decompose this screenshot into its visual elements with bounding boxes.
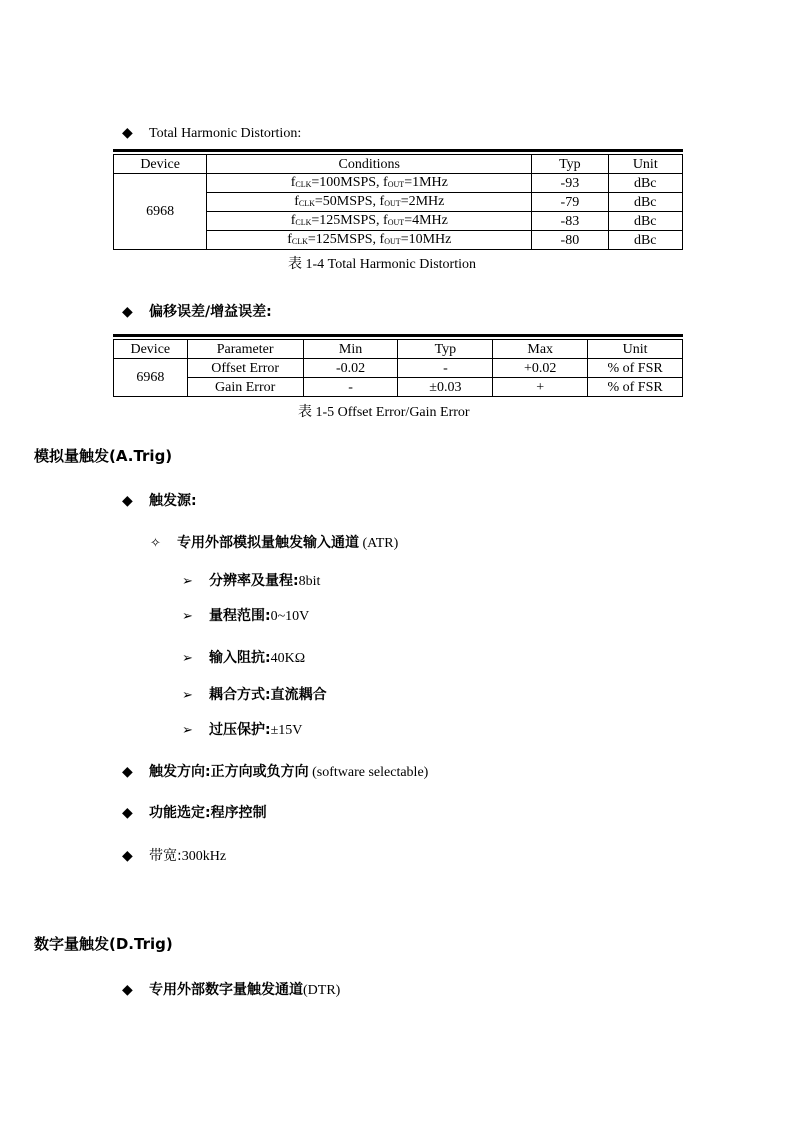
unit-cell: dBc [608,212,682,231]
max-cell: +0.02 [493,359,588,378]
diamond-bullet-icon: ◆ [122,125,133,141]
spec-item: ➢ 过压保护:±15V [182,722,303,738]
spec-item: ➢ 量程范围:0~10V [182,608,310,624]
parameter-cell: Gain Error [187,378,303,397]
atrig-function-item: ◆ 功能选定:程序控制 [122,805,267,821]
diamond-bullet-icon: ◆ [122,304,133,320]
table-row [114,378,683,397]
table-header-row [114,340,683,359]
typ-cell: -80 [532,231,608,250]
table-caption-1-4: 表 1-4 Total Harmonic Distortion [288,256,476,272]
spec-item: ➢ 分辨率及量程:8bit [182,573,321,589]
offset-label: 偏移误差/增益误差: [149,304,272,320]
header-conditions: Conditions [207,155,532,174]
diamond-bullet-icon: ◆ [122,764,133,780]
typ-cell: -93 [532,174,608,193]
sparkle-bullet-icon: ✧ [150,536,161,551]
unit-cell: dBc [608,174,682,193]
thd-bullet-item [122,124,301,143]
max-cell: + [493,378,588,397]
arrow-bullet-icon: ➢ [182,651,193,666]
offset-table-top-rule [113,334,683,337]
header-device: Device [114,340,188,359]
header-max: Max [493,340,588,359]
thd-table [113,154,683,250]
table-row [114,174,683,193]
header-parameter: Parameter [187,340,303,359]
header-device: Device [114,155,207,174]
table-caption-1-5: 表 1-5 Offset Error/Gain Error [298,404,470,420]
channel-code: (ATR) [359,536,399,551]
conditions-cell: $f_{CLK}=125MSPS$, $f_{OUT}=4MHz$ [207,212,532,231]
atrig-channel-item [150,534,398,553]
arrow-bullet-icon: ➢ [182,688,193,703]
diamond-bullet-icon: ◆ [122,982,133,998]
thd-table-top-rule [113,149,683,152]
typ-cell: - [398,359,493,378]
unit-cell: % of FSR [588,378,683,397]
offset-bullet-item [122,303,272,322]
header-min: Min [303,340,398,359]
header-unit: Unit [588,340,683,359]
device-cell: 6968 [114,359,188,397]
trigger-source-label: 触发源: [149,493,197,509]
arrow-bullet-icon: ➢ [182,609,193,624]
spec-item: ➢ 耦合方式:直流耦合 [182,687,327,703]
channel-label: 专用外部模拟量触发输入通道 [177,535,359,551]
atrig-bandwidth-item: ◆ 带宽:300kHz [122,848,227,864]
min-cell: -0.02 [303,359,398,378]
device-cell: 6968 [114,174,207,250]
spec-item: ➢ 输入阻抗:40KΩ [182,650,306,666]
arrow-bullet-icon: ➢ [182,723,193,738]
unit-cell: dBc [608,193,682,212]
parameter-cell: Offset Error [187,359,303,378]
unit-cell: dBc [608,231,682,250]
typ-cell: ±0.03 [398,378,493,397]
conditions-cell: $f_{CLK}=50MSPS$, $f_{OUT}=2MHz$ [207,193,532,212]
thd-label: Total Harmonic Distortion: [149,126,302,141]
header-typ: Typ [398,340,493,359]
header-typ: Typ [532,155,608,174]
conditions-cell: $f_{CLK}=125MSPS$, $f_{OUT}=10MHz$ [207,231,532,250]
min-cell: - [303,378,398,397]
atrig-heading: 模拟量触发(A.Trig) [34,447,173,465]
unit-cell: % of FSR [588,359,683,378]
table-header-row [114,155,683,174]
diamond-bullet-icon: ◆ [122,493,133,509]
typ-cell: -79 [532,193,608,212]
diamond-bullet-icon: ◆ [122,848,133,864]
dtrig-channel-item: ◆ 专用外部数字量触发通道(DTR) [122,982,341,998]
atrig-direction-item: ◆ 触发方向:正方向或负方向 (software selectable) [122,764,429,780]
table-row [114,359,683,378]
dtrig-heading: 数字量触发(D.Trig) [34,935,173,953]
conditions-cell: $f_{CLK}=100MSPS$, $f_{OUT}=1MHz$ [207,174,532,193]
offset-table [113,339,683,397]
header-unit: Unit [608,155,682,174]
diamond-bullet-icon: ◆ [122,805,133,821]
atrig-source-item [122,492,197,511]
typ-cell: -83 [532,212,608,231]
arrow-bullet-icon: ➢ [182,574,193,589]
